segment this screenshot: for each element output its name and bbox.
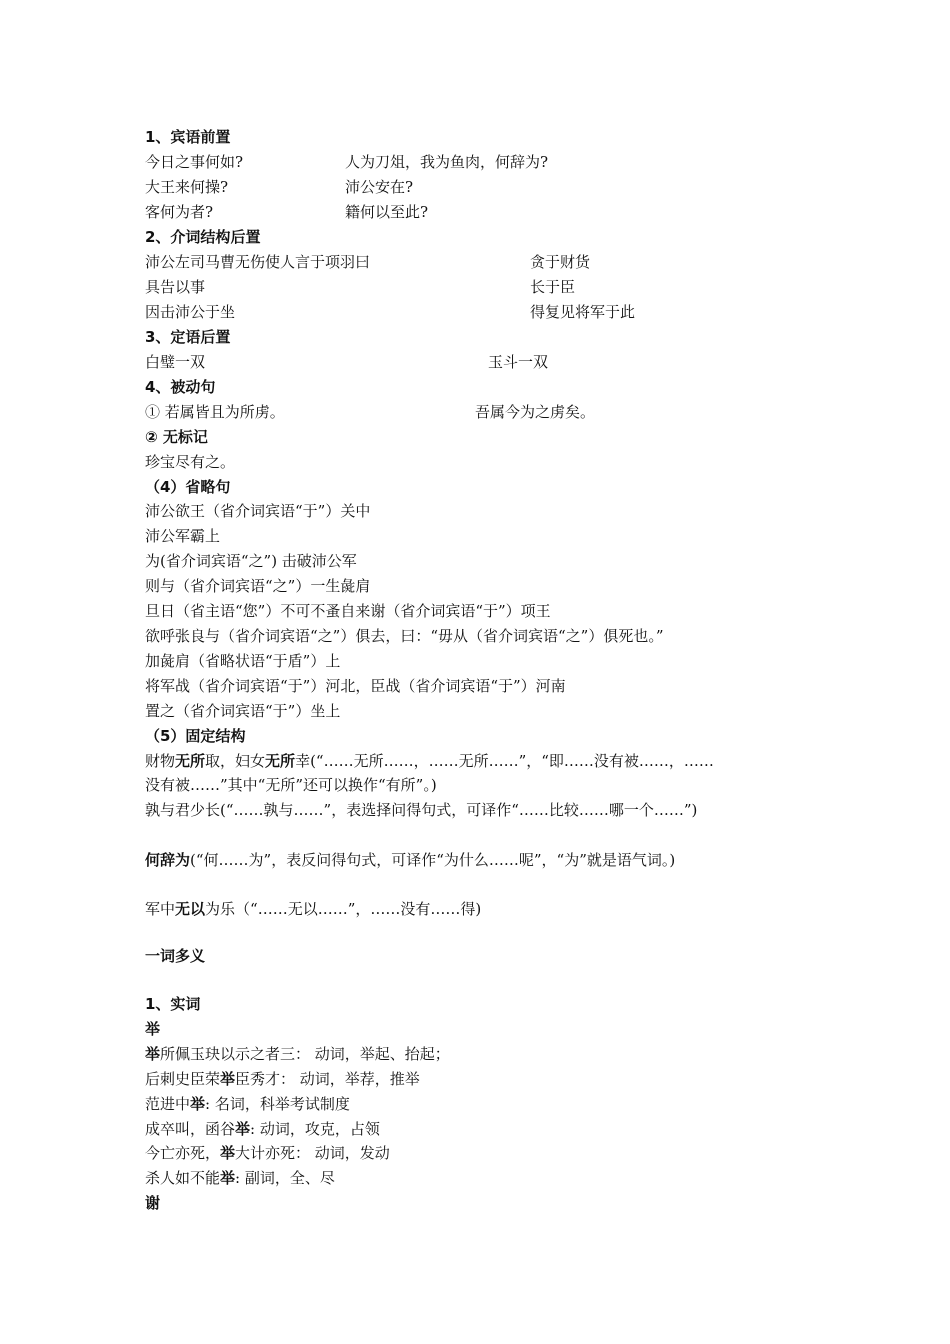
text-line: 没有被……”其中“无所”还可以换作“有所”。): [145, 776, 437, 794]
heading-ellipsis: （4）省略句: [145, 478, 231, 496]
heading-object-preposing: 1、宾语前置: [145, 128, 231, 146]
text-line: 珍宝尽有之。: [145, 453, 236, 471]
text-line: 具告以事 长于臣: [145, 278, 576, 296]
text-line: 沛公左司马曹无伤使人言于项羽曰 贪于财货: [145, 253, 591, 271]
heading-prep-phrase-postposing: 2、介词结构后置: [145, 228, 261, 246]
text-line: 后刺史臣荣举臣秀才： 动词，举荐，推举: [145, 1070, 420, 1088]
heading-fixed-structure: （5）固定结构: [145, 727, 246, 745]
word-heading-xie: 谢: [145, 1194, 161, 1212]
text-line: ① 若属皆且为所虏。 吾属今为之虏矣。: [145, 403, 596, 421]
text-line: 则与（省介词宾语“之”）一生彘肩: [145, 577, 371, 595]
text-line: 大王来何操? 沛公安在?: [145, 178, 414, 196]
text-line: 举所佩玉玦以示之者三： 动词，举起、抬起；: [145, 1045, 450, 1063]
text-line: 沛公军霸上: [145, 527, 221, 545]
text-line: 欲呼张良与（省介词宾语“之”）俱去，曰：“毋从（省介词宾语“之”）俱死也。”: [145, 627, 664, 645]
text-line: 置之（省介词宾语“于”）坐上: [145, 702, 341, 720]
text-line: 今亡亦死，举大计亦死： 动词，发动: [145, 1144, 390, 1162]
text-line: 将军战（省介词宾语“于”）河北，臣战（省介词宾语“于”）河南: [145, 677, 566, 695]
subheading-unmarked: ② 无标记: [145, 428, 208, 446]
text-line: 杀人如不能举: 副词，全、尽: [145, 1169, 335, 1187]
text-line: 为(省介词宾语“之”) 击破沛公军: [145, 552, 357, 570]
text-line: 成卒叫，函谷举: 动词，攻克，占领: [145, 1120, 380, 1138]
text-line: 何辞为(“何……为”，表反问得句式，可译作“为什么……呢”，“为”就是语气词。): [145, 851, 676, 869]
text-line: 客何为者? 籍何以至此?: [145, 203, 429, 221]
text-line: 因击沛公于坐 得复见将军于此: [145, 303, 636, 321]
text-line: 财物无所取，妇女无所幸(“……无所……，……无所……”，“即……没有被……，……: [145, 752, 714, 770]
word-heading-ju: 举: [145, 1020, 161, 1038]
text-line: 军中无以为乐（“……无以……”，……没有……得): [145, 900, 482, 918]
text-line: 旦日（省主语“您”）不可不蚤自来谢（省介词宾语“于”）项王: [145, 602, 551, 620]
text-line: 范进中举: 名词，科举考试制度: [145, 1095, 350, 1113]
heading-attributive-postposing: 3、定语后置: [145, 328, 231, 346]
text-line: 孰与君少长(“……孰与……”，表选择问得句式，可译作“……比较……哪一个……”): [145, 801, 698, 819]
text-line: 沛公欲王（省介词宾语“于”）关中: [145, 502, 371, 520]
heading-polysemy: 一词多义: [145, 947, 206, 965]
text-line: 白璧一双 玉斗一双: [145, 353, 549, 371]
text-line: 加彘肩（省略状语“于盾”）上: [145, 652, 341, 670]
heading-passive: 4、被动句: [145, 378, 216, 396]
subheading-content-words: 1、实词: [145, 995, 201, 1013]
text-line: 今日之事何如? 人为刀俎，我为鱼肉，何辞为?: [145, 153, 549, 171]
